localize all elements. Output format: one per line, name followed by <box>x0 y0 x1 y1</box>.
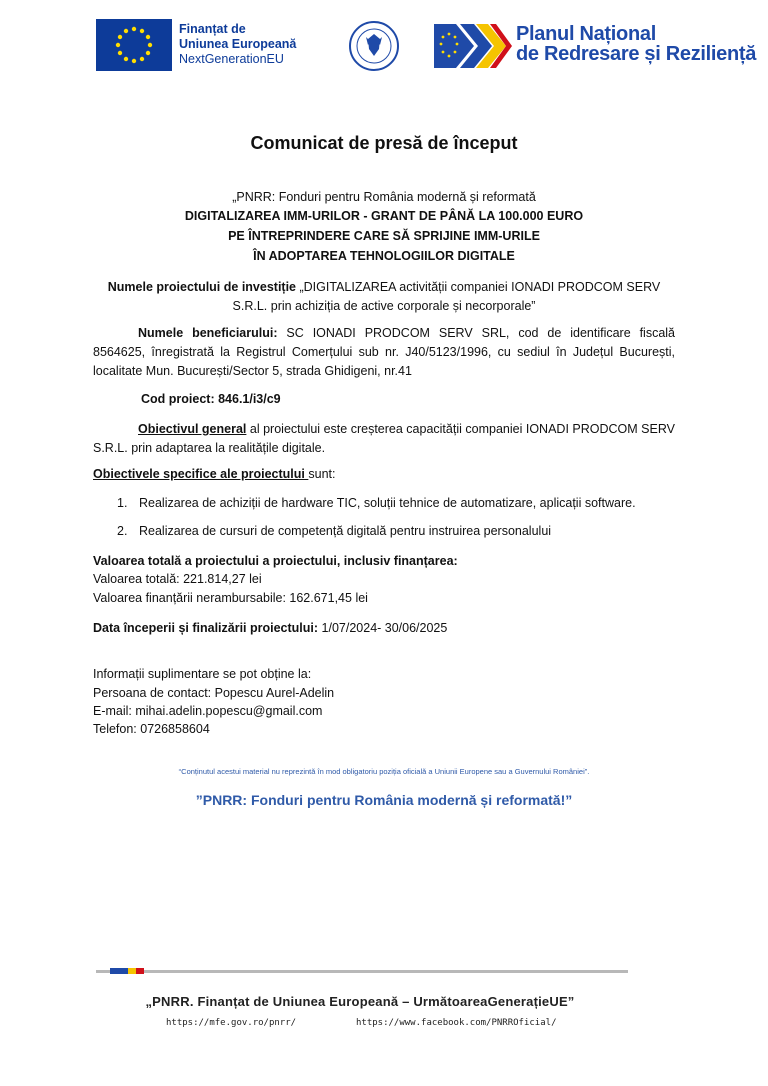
project-code-label: Cod proiect: <box>141 392 215 406</box>
page-title: Comunicat de presă de început <box>250 133 518 153</box>
project-dates-value: 1/07/2024- 30/06/2025 <box>318 621 448 635</box>
general-objective-paragraph <box>93 420 675 458</box>
general-objective-value: al proiectului este creșterea capacității companiei IONADI PRODCOM SERV S.R.L. prin adaptarea la realitățile digitale. <box>93 422 675 455</box>
list-item-number: 1. <box>117 496 128 510</box>
specific-objectives-suffix: sunt: <box>308 467 336 481</box>
footer-divider <box>96 968 628 974</box>
contact-email: E-mail: mihai.adelin.popescu@gmail.com <box>93 704 323 718</box>
general-objective-label: Obiectivul general <box>138 422 247 436</box>
subtitle-line4: ÎN ADOPTAREA TEHNOLOGIILOR DIGITALE <box>253 249 515 263</box>
footer-divider-line <box>96 970 628 973</box>
list-item-number: 2. <box>117 524 128 538</box>
project-dates <box>93 621 447 635</box>
footer-flag-red <box>136 968 144 974</box>
project-code-value: 846.1/i3/c9 <box>214 392 281 406</box>
footer-link-mfe[interactable]: https://mfe.gov.ro/pnrr/ <box>166 1018 297 1028</box>
project-name-label: Numele proiectului de investiție <box>107 280 297 294</box>
eu-funding-label <box>179 22 296 67</box>
subtitle-line3: PE ÎNTREPRINDERE CARE SĂ SPRIJINE IMM-URILE <box>228 229 540 243</box>
pnrr-line2: de Redresare și Reziliență <box>516 43 757 65</box>
beneficiary-paragraph <box>93 324 675 381</box>
project-code <box>141 392 281 406</box>
list-item-text: Realizarea de achiziții de hardware TIC, soluții tehnice de automatizare, aplicații software. <box>139 496 636 510</box>
pnrr-flag-icon <box>434 24 512 68</box>
contact-phone: Telefon: 0726858604 <box>93 722 210 736</box>
footer-flag-yellow <box>128 968 136 974</box>
project-dates-label: Data începerii și finalizării proiectului: <box>93 621 319 635</box>
project-name-paragraph <box>100 278 668 316</box>
pnrr-line1: Planul Național <box>516 23 656 45</box>
footer-motto: „PNRR. Finanțat de Uniunea Europeană – UrmătoareaGenerațieUE” <box>145 994 575 1009</box>
beneficiary-label: Numele beneficiarului: <box>138 326 278 340</box>
contact-person: Persoana de contact: Popescu Aurel-Adelin <box>93 686 335 700</box>
subtitle-line1: „PNRR: Fonduri pentru România modernă și reformată <box>232 190 536 204</box>
footer-flag-blue <box>110 968 128 974</box>
grant-value: Valoarea finanțării nerambursabile: 162.671,45 lei <box>93 591 368 605</box>
subtitle-line2: DIGITALIZAREA IMM-URILOR - GRANT DE PÂNĂ LA 100.000 EURO <box>184 209 584 223</box>
list-item-text: Realizarea de cursuri de competență digitală pentru instruirea personalului <box>139 524 552 538</box>
eu-flag-icon <box>96 19 172 71</box>
beneficiary-value: SC IONADI PRODCOM SERV SRL, cod de identificare fiscală 8564625, înregistrată la Registrul Comerțului sub nr. J40/5123/1996, cu sediul în Județul București, localitate Mun. București/Sector 5, strada Ghidigeni, nr.41 <box>93 326 676 378</box>
eu-line1: Finanțat de <box>179 22 246 36</box>
project-name-value: „DIGITALIZAREA activității companiei IONADI PRODCOM SERV S.R.L. prin achiziția de active corporale și necorporale” <box>232 280 661 313</box>
contact-intro: Informații suplimentare se pot obține la: <box>93 667 312 681</box>
specific-objectives-label: Obiectivele specifice ale proiectului <box>93 467 309 481</box>
pnrr-motto: ”PNRR: Fonduri pentru România modernă și reformată!” <box>195 792 573 808</box>
disclaimer: “Conținutul acestui material nu reprezintă în mod obligatoriu poziția oficială a Uniunii Europene sau a Guvernului României”. <box>178 767 590 776</box>
specific-objectives-heading <box>93 467 335 481</box>
government-seal-icon <box>349 21 399 71</box>
eu-line3: NextGenerationEU <box>179 52 284 66</box>
eu-line2: Uniunea Europeană <box>179 37 297 51</box>
footer-link-facebook[interactable]: https://www.facebook.com/PNRROficial/ <box>356 1018 557 1028</box>
total-value: Valoarea totală: 221.814,27 lei <box>93 572 262 586</box>
pnrr-label <box>516 24 756 64</box>
value-heading: Valoarea totală a proiectului a proiectului, inclusiv finanțarea: <box>93 554 458 568</box>
